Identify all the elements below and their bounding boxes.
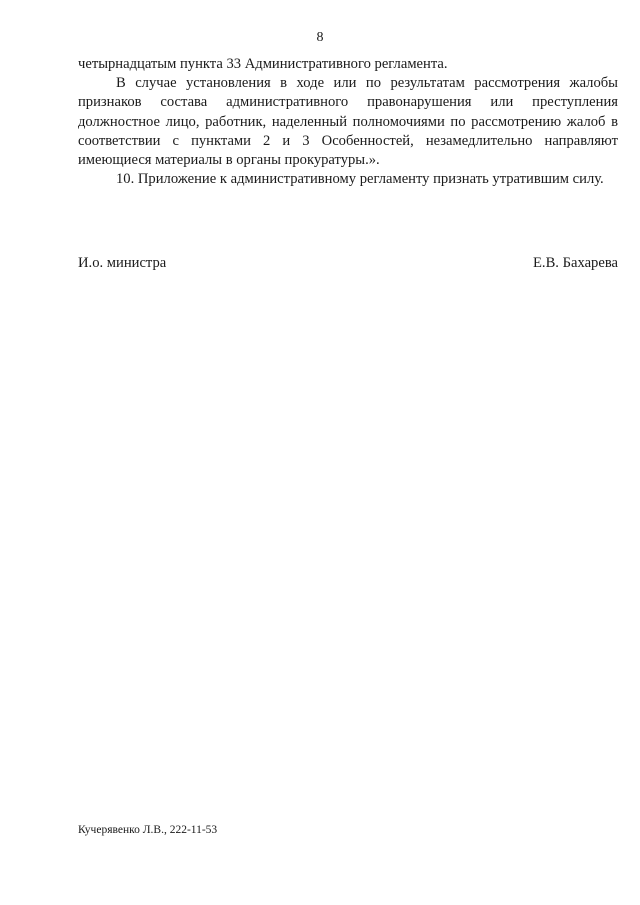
paragraph-regulation-reference: четырнадцатым пункта 33 Административного регламента. [78, 56, 448, 72]
page-number: 8 [316, 30, 324, 45]
signature-title: И.о. министра [78, 255, 167, 271]
paragraph-item-10: 10. Приложение к административному регламенту признать утратившим силу. [116, 171, 604, 188]
paragraph-violation-procedure: В случае установления в ходе или по результатам рассмотрения жалобы признаков состава административного правонарушения или преступления должностное лицо, работник, наделенный полномочиями по рассмотрению жалоб в соответствии с пунктами 2 и 3 Особенностей, незамедлительно направляют имеющиеся материалы в органы прокуратуры.». [78, 75, 618, 169]
signature-name: Е.В. Бахарева [533, 255, 618, 271]
signature-block [78, 255, 618, 272]
document-body [78, 55, 618, 189]
executor-contact: Кучерявенко Л.В., 222-11-53 [78, 824, 218, 836]
